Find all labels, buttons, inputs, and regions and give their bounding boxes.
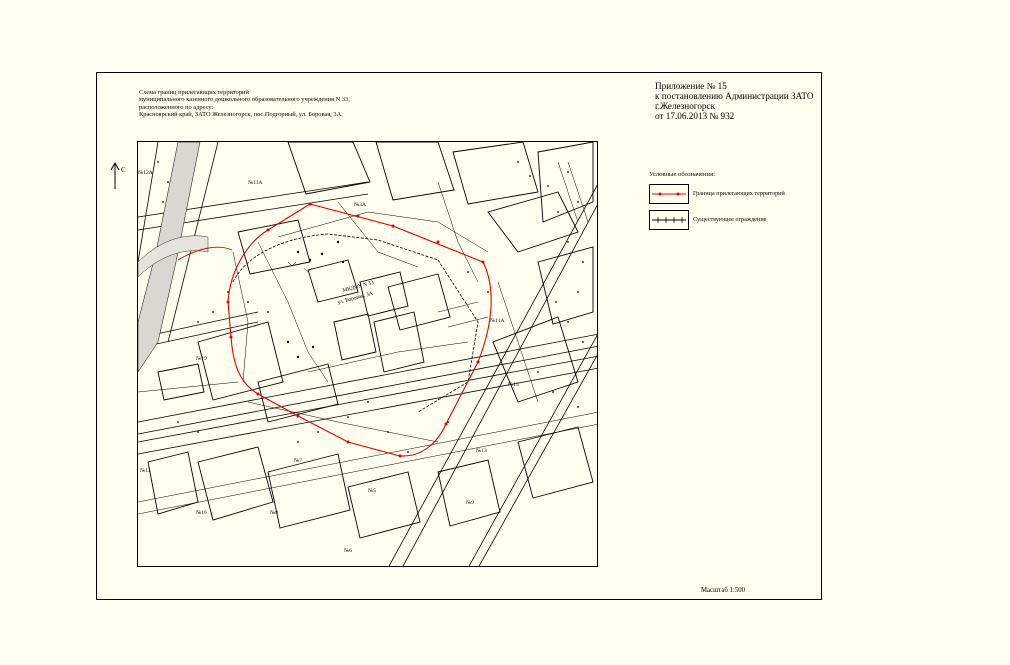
appendix-line-1: Приложение № 15	[655, 81, 727, 91]
north-arrow-icon	[107, 161, 131, 191]
legend	[649, 171, 819, 236]
appendix-line-3: г.Железногорск	[655, 101, 716, 111]
house-label-15: №15	[508, 382, 519, 388]
tree-dots	[157, 161, 584, 453]
house-label-19: №19	[196, 356, 207, 362]
house-label-3a: №3А	[354, 202, 366, 208]
legend-title: Условные обозначения:	[649, 171, 715, 178]
title-line-1: Схема границ прилегающих территорий	[139, 89, 249, 96]
title-block	[139, 89, 429, 119]
title-line-4: Красноярский край, ЗАТО Железногорск, пос.Подгорный, ул. Боровая, 3А.	[139, 111, 343, 119]
street-lines	[138, 142, 598, 567]
house-label-12a: №12А	[138, 170, 153, 176]
house-label-16: №16	[196, 510, 207, 516]
house-label-6: №6	[344, 548, 352, 554]
detail-lines	[138, 162, 598, 514]
boundary-symbol-icon	[649, 184, 689, 204]
appendix-block	[655, 81, 825, 121]
house-label-11a-right: №11А	[490, 318, 505, 324]
house-label-9: №9	[466, 500, 474, 506]
title-line-3: расположенного по адресу:	[139, 103, 214, 111]
scale-label: Масштаб 1:500	[701, 587, 746, 594]
legend-item-fence	[649, 210, 819, 232]
north-label: С	[121, 166, 126, 174]
house-label-7: №7	[294, 458, 302, 464]
house-label-5: №5	[368, 488, 376, 494]
house-label-11: №11	[140, 468, 151, 474]
boundary-markers	[227, 203, 485, 458]
house-label-8: №8	[270, 510, 278, 516]
house-label-13: №13	[476, 448, 487, 454]
appendix-line-2: к постановлению Администрации ЗАТО	[655, 91, 814, 101]
appendix-line-4: от 17.06.2013 № 932	[655, 111, 735, 121]
address-label: ул. Боровая, 3А	[336, 290, 374, 306]
buildings	[148, 142, 593, 538]
map-sheet	[96, 72, 822, 600]
map-drawing[interactable]	[138, 142, 598, 567]
legend-label-boundary: Граница прилегающих территорий	[693, 190, 785, 197]
legend-item-boundary	[649, 184, 819, 206]
house-label-11a: №11А	[248, 180, 263, 186]
school-label: МКДОУ N 33	[341, 279, 375, 294]
title-line-2: муниципального казенного дошкольного образовательного учреждения N 33,	[139, 96, 350, 104]
map-frame[interactable]	[137, 141, 598, 567]
legend-label-fence: Существующее ограждение	[693, 216, 767, 223]
fence-symbol-icon	[649, 210, 689, 230]
